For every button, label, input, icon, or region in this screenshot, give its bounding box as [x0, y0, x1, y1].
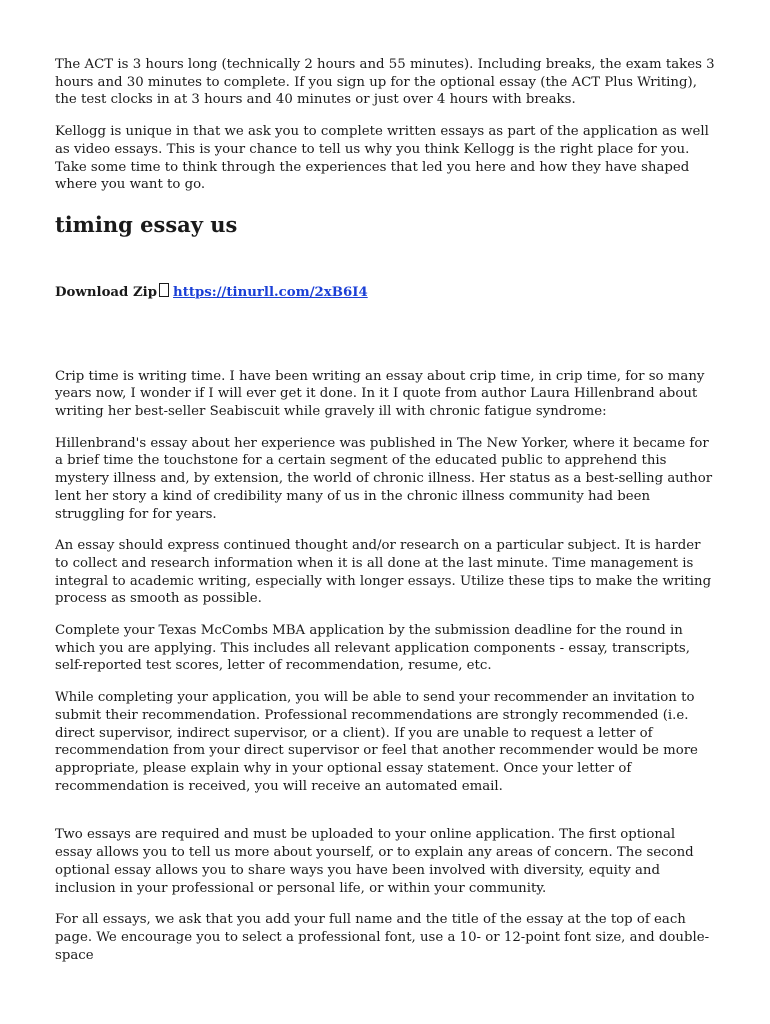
paragraph-essay-research: An essay should express continued thought and/or research on a particular subject. It is harder to collect and research information when it is all done at the last minute. Time management is integral to academic writing, especially with longer essays. Utilize these tips to make the writing process as smooth as possible.	[55, 538, 712, 607]
paragraph-kellogg: Kellogg is unique in that we ask you to complete written essays as part of the application as well as video essays. This is your chance to tell us why you think Kellogg is the right place for you. Take some time to think through the experiences that led you here and how they have shaped where you want to go.	[55, 124, 709, 193]
page-heading: timing essay us	[55, 211, 238, 237]
download-label: Download Zip	[55, 284, 158, 300]
document-page	[55, 56, 715, 964]
paragraph-crip-time: Crip time is writing time. I have been writing an essay about crip time, in crip time, for so many years now, I wonder if I will ever get it done. In it I quote from author Laura Hillenbrand about writing her best-seller Seabiscuit while gravely ill with chronic fatigue syndrome:	[55, 368, 705, 420]
paragraph-hillenbrand: Hillenbrand's essay about her experience was published in The New Yorker, where it became for a brief time the touchstone for a certain segment of the educated public to apprehend this mystery illness and, by extension, the world of chronic illness. Her status as a best-selling author lent her story a kind of credibility many of us in the chronic illness community had been struggling for for years.	[55, 435, 713, 522]
paragraph-act-timing: The ACT is 3 hours long (technically 2 hours and 55 minutes). Including breaks, the exam takes 3 hours and 30 minutes to complete. If you sign up for the optional essay (the ACT Plus Writing), the test clocks in at 3 hours and 40 minutes or just over 4 hours with breaks.	[55, 57, 715, 108]
download-link[interactable]: https://tinurll.com/2xB6I4	[173, 284, 368, 300]
paragraph-mccombs: Complete your Texas McCombs MBA application by the submission deadline for the round in which you are applying. This includes all relevant application components - essay, transcripts, self-reported test scores, letter of recommendation, resume, etc.	[55, 623, 690, 674]
missing-glyph-icon	[159, 283, 169, 297]
paragraph-formatting: For all essays, we ask that you add your full name and the title of the essay at the top of each page. We encourage you to select a professional font, use a 10- or 12-point font size, and double-space	[55, 912, 710, 963]
paragraph-two-essays: Two essays are required and must be uploaded to your online application. The first optional essay allows you to tell us more about yourself, or to explain any areas of concern. The second optional essay allows you to share ways you have been involved with diversity, equity and inclusion in your professional or personal life, or within your community.	[55, 827, 694, 896]
paragraph-recommendation: While completing your application, you will be able to send your recommender an invitation to submit their recommendation. Professional recommendations are strongly recommended (i.e. direct supervisor, indirect supervisor, or a client). If you are unable to request a letter of recommendation from your direct supervisor or feel that another recommender would be more appropriate, please explain why in your optional essay statement. Once your letter of recommendation is received, you will receive an automated email.	[55, 690, 698, 794]
download-line	[55, 283, 715, 302]
